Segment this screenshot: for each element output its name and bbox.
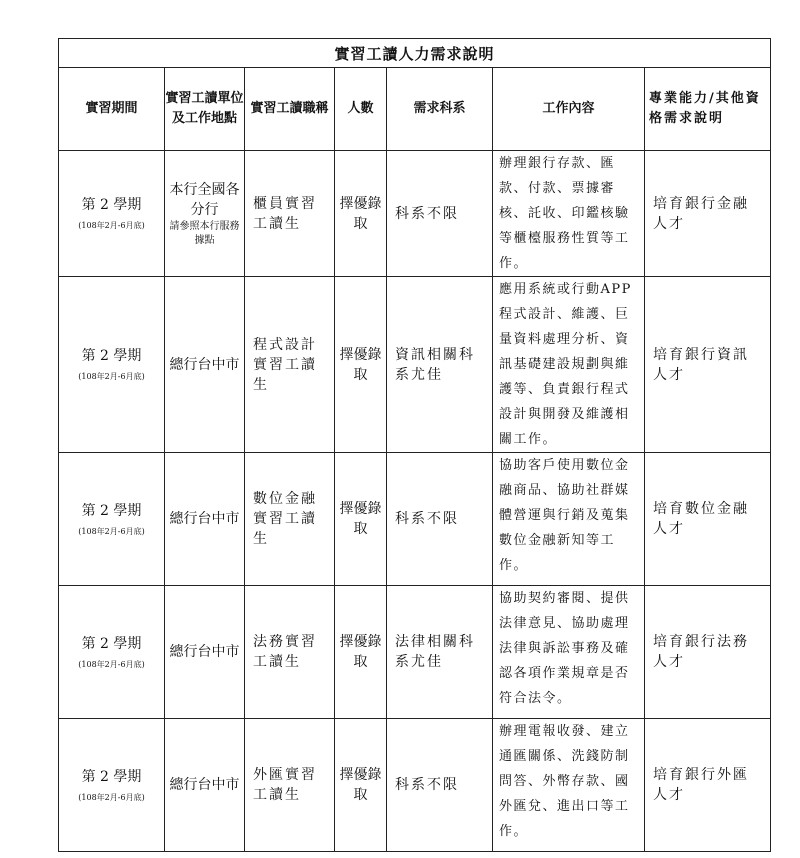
- job-title: 法務實習工讀生: [245, 586, 335, 719]
- skills: 培育銀行法務人才: [645, 586, 771, 719]
- department: 科系不限: [387, 719, 493, 852]
- period: 第 2 學期: [81, 768, 142, 785]
- table-row: [59, 586, 771, 719]
- period-cell: [59, 719, 165, 852]
- department: 法律相關科系尤佳: [387, 586, 493, 719]
- headcount: 擇優錄取: [335, 151, 387, 277]
- job-title: 櫃員實習工讀生: [245, 151, 335, 277]
- unit-cell: [165, 151, 245, 277]
- unit: 本行全國各分行: [169, 181, 240, 218]
- period-sub: (108年2月-6月底): [78, 659, 145, 669]
- skills: 培育銀行資訊人才: [645, 277, 771, 453]
- header-skills: 專業能力/其他資格需求說明: [645, 68, 771, 151]
- period: 第 2 學期: [81, 635, 142, 652]
- job-title: 程式設計實習工讀生: [245, 277, 335, 453]
- period-cell: [59, 586, 165, 719]
- skills: 培育銀行金融人才: [645, 151, 771, 277]
- header-unit: 實習工讀單位及工作地點: [165, 68, 245, 151]
- table-row: [59, 277, 771, 453]
- skills: 培育銀行外匯人才: [645, 719, 771, 852]
- job-title: 外匯實習工讀生: [245, 719, 335, 852]
- table-title: 實習工讀人力需求說明: [59, 39, 771, 68]
- table-row: [59, 719, 771, 852]
- period-sub: (108年2月-6月底): [78, 792, 145, 802]
- unit: 總行台中市: [165, 277, 245, 453]
- headcount: 擇優錄取: [335, 719, 387, 852]
- work-content: 辦理電報收發、建立通匯關係、洗錢防制問答、外幣存款、國外匯兌、進出口等工作。: [493, 719, 645, 852]
- period: 第 2 學期: [81, 348, 142, 364]
- period-cell: [59, 151, 165, 277]
- header-title: 實習工讀職稱: [245, 68, 335, 151]
- department: 科系不限: [387, 453, 493, 586]
- unit: 總行台中市: [165, 719, 245, 852]
- header-count: 人數: [335, 68, 387, 151]
- period-cell: [59, 277, 165, 453]
- work-content: 協助契約審閱、提供法律意見、協助處理法律與訴訟事務及確認各項作業規章是否符合法令。: [493, 586, 645, 719]
- department: 科系不限: [387, 151, 493, 277]
- unit: 總行台中市: [165, 586, 245, 719]
- period: 第 2 學期: [81, 197, 142, 213]
- work-content: 辦理銀行存款、匯款、付款、票據審核、託收、印鑑核驗等櫃檯服務性質等工作。: [493, 151, 645, 277]
- department: 資訊相關科系尤佳: [387, 277, 493, 453]
- skills: 培育數位金融人才: [645, 453, 771, 586]
- table-row: [59, 453, 771, 586]
- work-content: 應用系統或行動APP程式設計、維護、巨量資料處理分析、資訊基礎建設規劃與維護等、負責銀行程式設計與開發及維護相關工作。: [493, 277, 645, 453]
- unit: 總行台中市: [165, 453, 245, 586]
- headcount: 擇優錄取: [335, 277, 387, 453]
- period-sub: (108年2月-6月底): [78, 372, 145, 381]
- internship-table: [58, 38, 771, 852]
- period-sub: (108年2月-6月底): [78, 221, 145, 230]
- period: 第 2 學期: [81, 502, 142, 519]
- headcount: 擇優錄取: [335, 453, 387, 586]
- period-sub: (108年2月-6月底): [78, 526, 145, 536]
- header-dept: 需求科系: [387, 68, 493, 151]
- header-period: 實習期間: [59, 68, 165, 151]
- unit-note: 請參照本行服務據點: [169, 220, 240, 246]
- work-content: 協助客戶使用數位金融商品、協助社群媒體營運與行銷及蒐集數位金融新知等工作。: [493, 453, 645, 586]
- job-title: 數位金融實習工讀生: [245, 453, 335, 586]
- period-cell: [59, 453, 165, 586]
- headcount: 擇優錄取: [335, 586, 387, 719]
- table-row: [59, 151, 771, 277]
- header-content: 工作內容: [493, 68, 645, 151]
